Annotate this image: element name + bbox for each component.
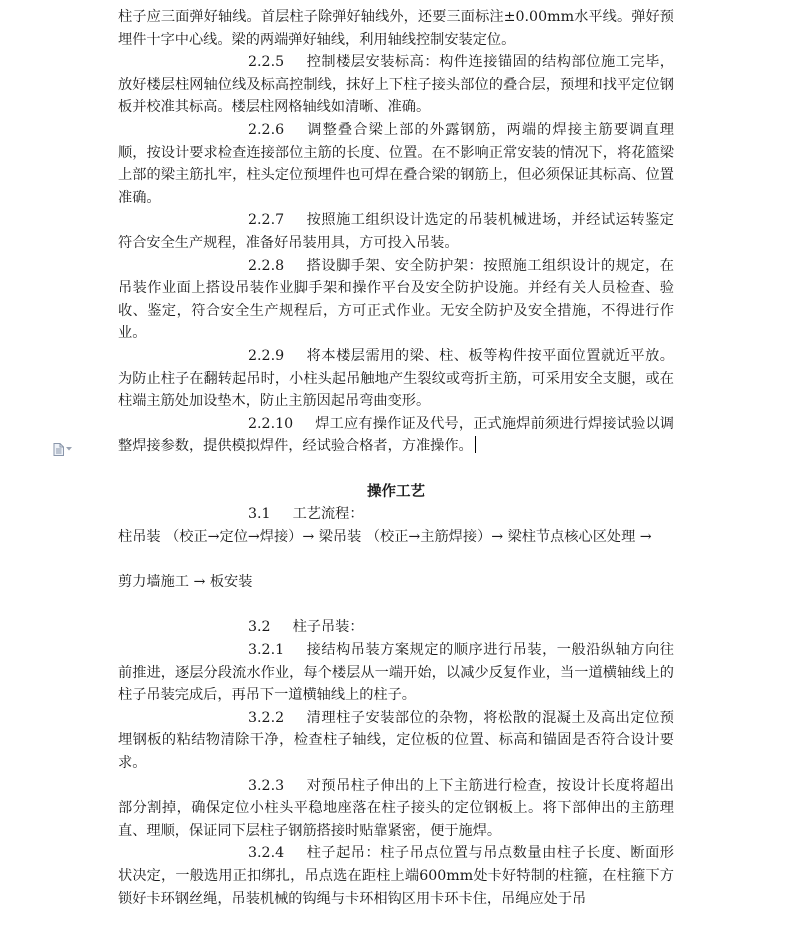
document-body — [118, 6, 674, 910]
paragraph-2-2-7 — [118, 209, 674, 254]
paragraph-2-2-8 — [118, 255, 674, 345]
paragraph-text: 控制楼层安装标高：构件连接锚固的结构部位施工完毕，放好楼层柱网轴位线及标高控制线，抹好上下柱子接头部位的叠合层，预埋和找平定位钢板并校准其标高。楼层柱网格轴线如清晰、准确。 — [118, 54, 674, 116]
flow-header-text: 工艺流程： — [292, 506, 364, 523]
paragraph-text: 清理柱子安装部位的杂物，将松散的混凝土及高出定位预埋钢板的粘结物清除干净，检查柱子轴线，定位板的位置、标高和锚固是否符合设计要求。 — [118, 709, 674, 771]
flow-line: 剪力墙施工 → 板安装 — [118, 574, 253, 591]
paragraph-text: 对预吊柱子伸出的上下主筋进行检查，按设计长度将超出部分割掉，确保定位小柱头平稳地座落在柱子接头的定位钢板上。将下部伸出的主筋理直、理顺，保证同下层柱子钢筋搭接时贴靠紧密，便于施焊。 — [118, 777, 674, 839]
section-number: 2.2.7 — [248, 212, 285, 229]
section-number: 2.2.9 — [248, 347, 285, 364]
sub-header-text: 柱子吊装： — [292, 619, 364, 636]
section-number: 3.2.4 — [248, 845, 285, 862]
section-number: 2.2.8 — [248, 257, 285, 274]
sub-header — [118, 616, 674, 639]
paragraph-3-2-2 — [118, 707, 674, 775]
section-heading: 操作工艺 — [367, 482, 425, 500]
section-number: 2.2.5 — [248, 54, 285, 71]
paragraph-text: 柱子应三面弹好轴线。首层柱子除弹好轴线外，还要三面标注±0.00mm水平线。弹好预埋件十字中心线。梁的两端弹好轴线，利用轴线控制安装定位。 — [118, 9, 674, 48]
paragraph-text: 将本楼层需用的梁、柱、板等构件按平面位置就近平放。为防止柱子在翻转起吊时，小柱头起吊触地产生裂纹或弯折主筋，可采用安全支腿，或在柱端主筋处加设垫木，防止主筋因起吊弯曲变形。 — [118, 347, 674, 410]
section-number: 3.2 — [248, 619, 271, 636]
paragraph-2-2-6 — [118, 119, 674, 209]
section-number: 3.2.1 — [248, 642, 285, 659]
document-icon — [53, 443, 64, 456]
section-number: 3.2.2 — [248, 709, 285, 726]
section-number: 3.2.3 — [248, 777, 285, 794]
blank-line — [118, 594, 674, 617]
paragraph-text: 接结构吊装方案规定的顺序进行吊装，一般沿纵轴方向往前推进，逐层分段流水作业，每个楼层从一端开始，以减少反复作业，当一道横轴线上的柱子吊装完成后，再吊下一道横轴线上的柱子。 — [118, 642, 674, 704]
paragraph — [118, 6, 674, 51]
flow-header — [118, 503, 674, 526]
paragraph-text: 焊工应有操作证及代号，正式施焊前须进行焊接试验以调整焊接参数，提供模拟焊件，经试验合格者，方准操作。 — [118, 415, 674, 455]
section-number: 2.2.10 — [248, 415, 294, 432]
paragraph-3-2-1 — [118, 639, 674, 707]
paragraph-text: 调整叠合梁上部的外露钢筋，两端的焊接主筋要调直理顺，按设计要求检查连接部位主筋的长度、位置。在不影响正常安装的情况下，将花篮梁上部的梁主筋扎牢，柱头定位预埋件也可焊在叠合梁的钢筋上，但必须保证其标高、位置准确。 — [118, 121, 674, 206]
paragraph-2-2-9 — [118, 345, 674, 413]
paragraph-3-2-3 — [118, 775, 674, 843]
chevron-down-icon — [66, 447, 72, 451]
paragraph-2-2-10[interactable] — [118, 413, 674, 458]
paragraph-handle[interactable] — [53, 441, 75, 457]
flow-line: 柱吊装 （校正→定位→焊接）→ 梁吊装 （校正→主筋焊接）→ 梁柱节点核心区处理 → — [118, 529, 652, 546]
paragraph-text: 按照施工组织设计选定的吊装机械进场，并经试运转鉴定符合安全生产规程，准备好吊装用具，方可投入吊装。 — [118, 212, 674, 251]
section-number: 3.1 — [248, 506, 271, 523]
paragraph-text: 搭设脚手架、安全防护架：按照施工组织设计的规定，在吊装作业面上搭设吊装作业脚手架和操作平台及安全防护设施。并经有关人员检查、验收、鉴定，符合安全生产规程后，方可正式作业。无安全防护及安全措施，不得进行作业。 — [118, 257, 674, 342]
section-number: 2.2.6 — [248, 121, 285, 138]
blank-line — [118, 549, 674, 572]
paragraph-3-2-4 — [118, 842, 674, 910]
text-cursor — [475, 436, 477, 453]
paragraph-2-2-5 — [118, 51, 674, 119]
paragraph-text: 柱子起吊：柱子吊点位置与吊点数量由柱子长度、断面形状决定，一般选用正扣绑扎，吊点选在距柱上端600mm处卡好特制的柱箍，在柱箍下方锁好卡环钢丝绳，吊装机械的钩绳与卡环相钩区用卡环卡住，吊绳应处于吊 — [118, 845, 674, 907]
